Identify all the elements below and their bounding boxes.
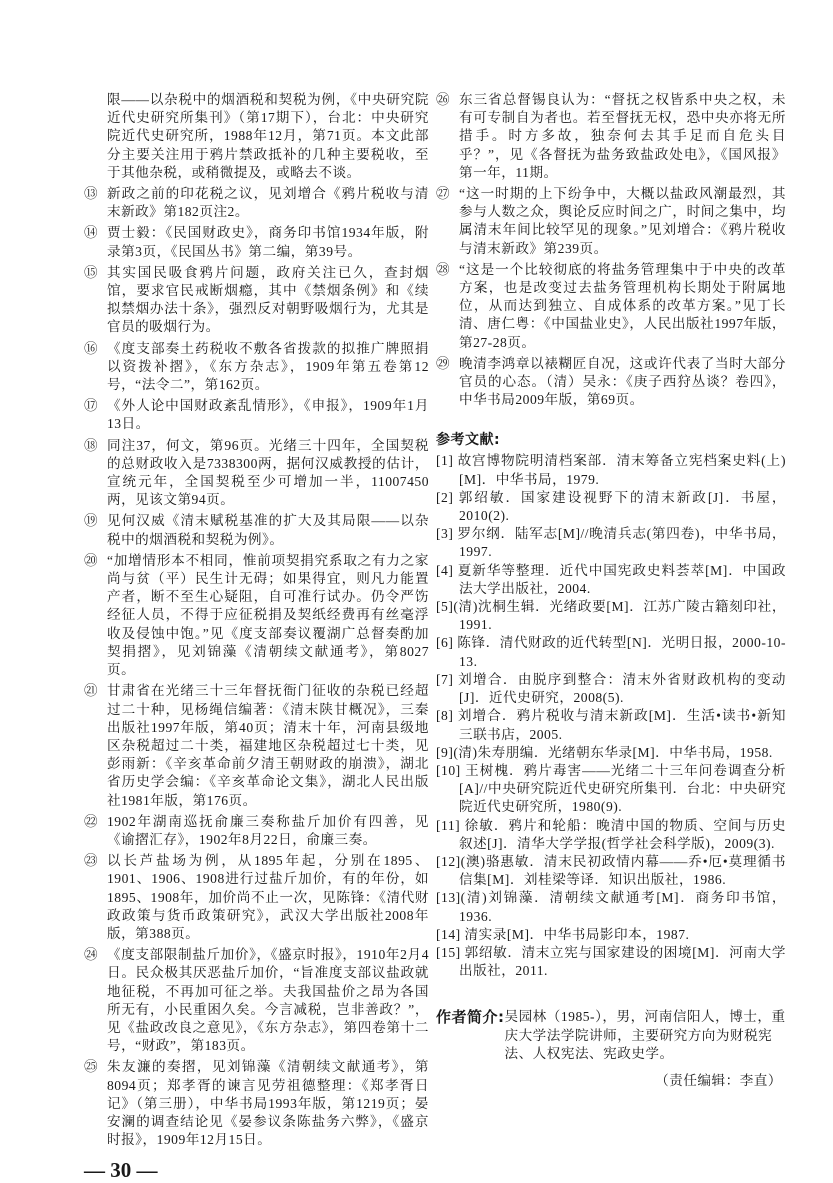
left-column-notes [84, 91, 429, 1149]
footnote-marker: ⑮ [84, 264, 99, 280]
footnote [436, 91, 786, 182]
footnote [84, 224, 429, 260]
right-column-notes [436, 91, 786, 409]
footnote [84, 946, 429, 1055]
footnote-marker: ⑬ [84, 186, 99, 202]
footnote-text: 《度支部奏土药税收不敷各省拨款的拟推广牌照捐以资拨补摺》，《东方杂志》，1909年第五卷第12号，“法令二”，第162页。 [107, 340, 429, 393]
reference-item: [11] 徐敏．鸦片和轮船：晚清中国的物质、空间与历史叙述[J]．清华大学学报(哲学社会科学版)，2009(3). [436, 817, 786, 851]
reference-item: [3] 罗尔纲．陆军志[M]//晚清兵志(第四卷)，中华书局，1997. [436, 526, 786, 560]
page-number: — 30 — [84, 1158, 158, 1183]
footnote-text: 1902年湖南巡抚俞廉三奏称盐斤加价有四善，见《谕摺汇存》，1902年8月22日，俞廉三奏。 [107, 813, 429, 847]
reference-item: [4] 夏新华等整理．近代中国宪政史料荟萃[M]．中国政法大学出版社，2004. [436, 562, 786, 596]
footnote-text: 限——以杂税中的烟酒税和契税为例，《中央研究院近代史研究所集刊》（第17期下），台北：中央研究院近代史研究所，1988年12月，第71页。本文此部分主要关注用于鸦片禁政抵补的几种主要税收，至于其他杂税，或稍微提及，或略去不谈。 [107, 92, 429, 180]
footnote-text: 《外人论中国财政紊乱情形》，《申报》，1909年1月13日。 [107, 398, 429, 432]
reference-item: [15] 郭绍敏．清末立宪与国家建设的困境[M]．河南大学出版社，2011. [436, 944, 786, 979]
reference-item: [10] 王树槐．鸦片毒害——光绪二十三年问卷调查分析[A]//中央研究院近代史研究所集刊．台北：中央研究院近代史研究所，1980(9). [436, 762, 786, 815]
footnote-marker: ㉓ [84, 853, 99, 869]
footnote-text: 见何汉威《清末赋税基准的扩大及其局限——以杂税中的烟酒税和契税为例》。 [107, 513, 429, 547]
reference-item: [12](澳)骆惠敏．清末民初政情内幕——乔•厄•莫理循书信集[M]．刘桂梁等译．知识出版社，1986. [436, 853, 786, 888]
footnote-text: 以长芦盐场为例，从1895年起，分别在1895、1901、1906、1908进行过盐斤加价，有的年份，如1895、1908年，加价尚不止一次，见陈锋：《清代财政政策与货币政策研究》，武汉大学出版社2008年版，第388页。 [107, 853, 429, 941]
footnote [436, 355, 786, 410]
footnote [84, 340, 429, 395]
footnote-marker: ㉙ [436, 355, 451, 371]
footnote [84, 512, 429, 548]
footnote [84, 397, 429, 433]
footnote-text: 其实国民吸食鸦片问题，政府关注已久，查封烟馆，要求官民戒断烟瘾，其中《禁烟条例》和《续拟禁烟办法十条》，强烈反对朝野吸烟行为，尤其是官员的吸烟行为。 [107, 264, 429, 335]
reference-item: [9](清)朱寿朋编．光绪朝东华录[M]．中华书局，1958. [436, 744, 773, 760]
footnote [84, 552, 429, 679]
footnote-marker: ㉑ [84, 683, 99, 699]
references-heading: 参考文献: [436, 432, 501, 449]
footnote-marker: ㉘ [436, 261, 451, 277]
footnote-marker: ⑯ [84, 340, 99, 356]
reference-item: [7] 刘增合．由脱序到整合：清末外省财政机构的变动[J]．近代史研究，2008(5). [436, 671, 786, 706]
footnote-text: 贾士毅：《民国财政史》，商务印书馆1934年版，附录第3页，《民国丛书》第二编，第39号。 [107, 225, 429, 259]
reference-item: [13](清)刘锦藻．清朝续文献通考[M]．商务印书馆，1936. [436, 890, 786, 924]
footnote-text: 晚清李鸿章以裱糊匠自况，这或许代表了当时大部分官员的心态。（清）吴永：《庚子西狩丛谈？卷四》，中华书局2009年版，第69页。 [459, 355, 786, 408]
author-bio-text: 吴园林（1985-），男，河南信阳人，博士，重庆大学法学院讲师，主要研究方向为财税宪法、人权宪法、宪政史学。 [504, 1009, 786, 1062]
reference-item: [2] 郭绍敏．国家建设视野下的清末新政[J]．书屋，2010(2). [436, 489, 786, 524]
footnote [84, 437, 429, 510]
footnote [84, 682, 429, 809]
footnote-text: “这是一个比较彻底的将盐务管理集中于中央的改革方案，也是改变过去盐务管理机构长期处于附属地位，从而达到独立、自成体系的改革方案。”见丁长清、唐仁粤：《中国盐业史》，人民出版社1997年版，第27-28页。 [459, 261, 786, 350]
footnote-text: “这一时期的上下纷争中，大概以盐政风潮最烈，其参与人数之众，舆论反应时间之广，时间之集中，均属清末年间比较罕见的现象。”见刘增合：《鸦片税收与清末新政》第239页。 [459, 186, 786, 256]
footnote-text: 同注37，何文，第96页。光绪三十四年，全国契税的总财政收入是7338300两，据何汉威教授的估计，宣统元年，全国契税至少可增加一半，11007450两，见该文第94页。 [107, 437, 429, 508]
footnote [84, 813, 429, 849]
footnote [436, 261, 786, 352]
footnote-text: 东三省总督锡良认为：“督抚之权皆系中央之权，未有可专制自为者也。若至督抚无权，恐中央亦将无所措手。时方多故，独奈何去其手足而自危头目乎？”，见《各督抚为盐务致盐政处电》，《国风报》第一年，11期。 [459, 92, 786, 180]
footnote-marker: ⑳ [84, 552, 99, 568]
footnote-text: “加增情形本不相同，惟前项契捐究系取之有力之家尚与贫（平）民生计无碍；如果得宜，则凡力能置产者，断不至生心疑阻，自可准行试办。仍令严饬经征人员，不得于应征税捐及契纸经费再有丝毫浮收及侵蚀中饱。”见《度支部奏议覆湖广总督奏酌加契捐摺》，见刘锦藻《清朝续文献通考》，第8027页。 [107, 552, 429, 678]
footnote-marker: ㉒ [84, 813, 99, 829]
footnote [84, 1058, 429, 1149]
author-bio-label: 作者简介: [436, 1008, 505, 1027]
footnote-text: 朱友濂的奏摺，见刘锦藻《清朝续文献通考》，第8094页；郑孝胥的谏言见劳祖德整理：《郑孝胥日记》（第三册），中华书局1993年版，第1219页；晏安澜的调查结论见《晏参议条陈盐务六弊》，《盛京时报》，1909年12月15日。 [107, 1059, 429, 1148]
author-bio [436, 1008, 786, 1064]
left-column [84, 91, 429, 1183]
reference-item: [8] 刘增合．鸦片税收与清末新政[M]．生活•读书•新知三联书店，2005. [436, 708, 786, 742]
footnote-text: 新政之前的印花税之议，见刘增合《鸦片税收与清末新政》第182页注2。 [107, 186, 429, 220]
reference-item: [6] 陈锋．清代财政的近代转型[N]．光明日报，2000-10-13. [436, 635, 786, 669]
footnote-marker: ㉗ [436, 186, 451, 202]
footnote [84, 91, 429, 182]
footnote-marker: ㉔ [84, 947, 99, 963]
right-column [436, 91, 786, 1090]
footnote-marker: ⑱ [84, 437, 99, 453]
reference-item: [14] 清实录[M]．中华书局影印本，1987. [436, 926, 690, 942]
footnote [84, 185, 429, 221]
footnote-text: 甘肃省在光绪三十三年督抚衙门征收的杂税已经超过二十种，见杨绳信编著：《清末陕甘概况》，三秦出版社1997年版，第40页；清末十年，河南县级地区杂税超过二十类，福建地区杂税超过七十类，见彭雨新：《辛亥革命前夕清王朝财政的崩溃》，湖北省历史学会编：《辛亥革命论文集》，湖北人民出版社1981年版，第176页。 [107, 683, 429, 808]
references-list [436, 452, 786, 980]
footnote-marker: ㉕ [84, 1059, 99, 1075]
responsible-editor: （责任编辑：李直） [655, 1072, 782, 1088]
footnote-marker: ⑲ [84, 513, 99, 529]
footnote-marker: ⑭ [84, 225, 99, 241]
footnote [436, 185, 786, 258]
footnote-marker: ㉖ [436, 92, 451, 107]
footnote [84, 264, 429, 337]
reference-item: [1] 故宫博物院明清档案部．清末筹备立宪档案史料(上)[M]．中华书局，1979. [436, 453, 786, 487]
footnote-marker: ⑰ [84, 398, 99, 414]
reference-item: [5](清)沈桐生辑．光绪政要[M]．江苏广陵古籍刻印社，1991. [436, 599, 786, 633]
footnote [84, 852, 429, 943]
footnote-text: 《度支部限制盐斤加价》，《盛京时报》，1910年2月4日。民众极其厌恶盐斤加价，“旨准度支部议盐政就地征税，不再加可征之举。夫我国盐价之昂为各国所无有，小民重困久矣。今言减税，岂非善政？”，见《盐政改良之意见》，《东方杂志》，第四卷第十二号，“财政”，第183页。 [107, 947, 429, 1054]
